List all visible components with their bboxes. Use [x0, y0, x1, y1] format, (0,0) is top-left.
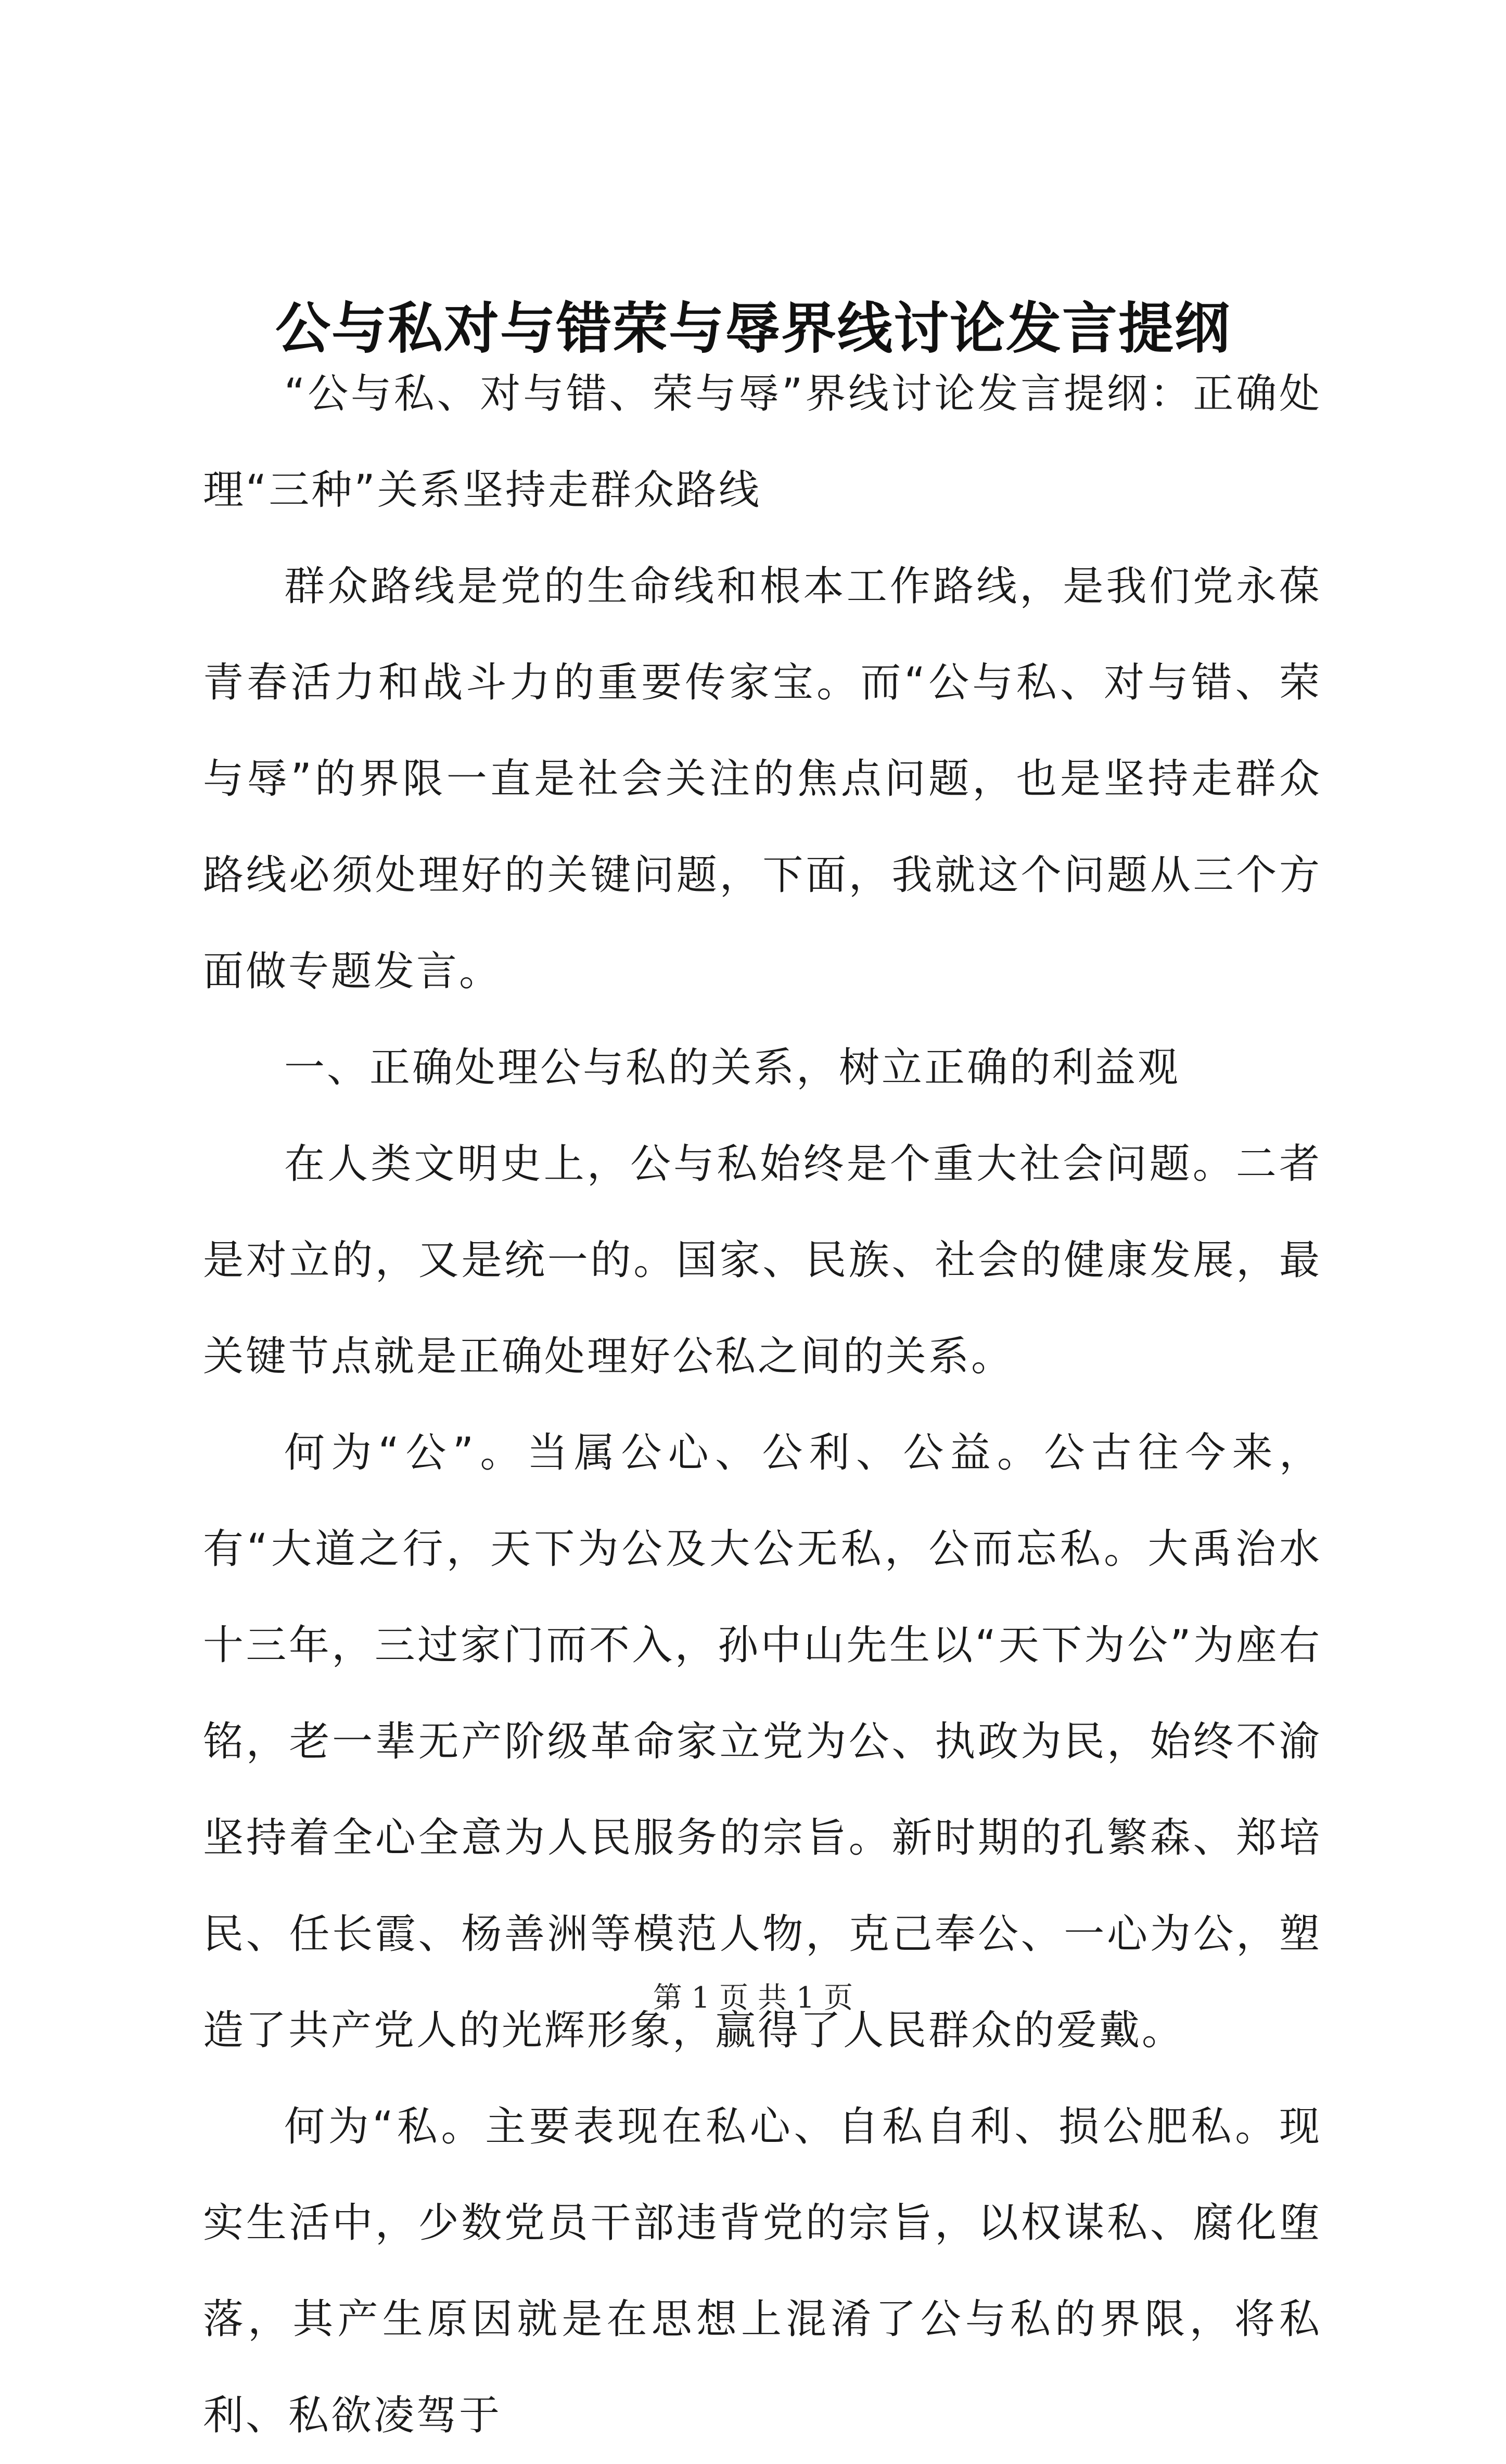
paragraph-intro: 群众路线是党的生命线和根本工作路线，是我们党永葆青春活力和战斗力的重要传家宝。而“公与私、对与错、荣与辱”的界限一直是社会关注的焦点问题，也是坚持走群众路线必须处理好的关键问题，下面，我就这个问题从三个方面做专题发言。: [203, 563, 1322, 995]
page-number-footer: 第 1 页 共 1 页: [653, 1981, 853, 2015]
document-body: [203, 346, 1322, 2464]
paragraph-si: 何为“私。主要表现在私心、自私自利、损公肥私。现实生活中，少数党员干部违背党的宗旨，以权谋私、腐化堕落，其产生原因就是在思想上混淆了公与私的界限，将私利、私欲凌驾于: [203, 2103, 1322, 2439]
section-heading-1: 一、正确处理公与私的关系，树立正确的利益观: [284, 1044, 1181, 1091]
paragraph-gong: 何为“公”。当属公心、公利、公益。公古往今来，有“大道之行，天下为公及大公无私，公而忘私。大禹治水十三年，三过家门而不入，孙中山先生以“天下为公”为座右铭，老一辈无产阶级革命家立党为公、执政为民，始终不渝坚持着全心全意为人民服务的宗旨。新时期的孔繁森、郑培民、任长霞、杨善洲等模范人物，克己奉公、一心为公，塑造了共产党人的光辉形象，赢得了人民群众的爱戴。: [203, 1429, 1322, 2054]
paragraph-history: 在人类文明史上，公与私始终是个重大社会问题。二者是对立的，又是统一的。国家、民族、社会的健康发展，最关键节点就是正确处理好公私之间的关系。: [203, 1141, 1322, 1380]
paragraph-subtitle: “公与私、对与错、荣与辱”界线讨论发言提纲：正确处理“三种”关系坚持走群众路线: [203, 371, 1322, 514]
document-title: 公与私对与错荣与辱界线讨论发言提纲: [275, 296, 1231, 361]
